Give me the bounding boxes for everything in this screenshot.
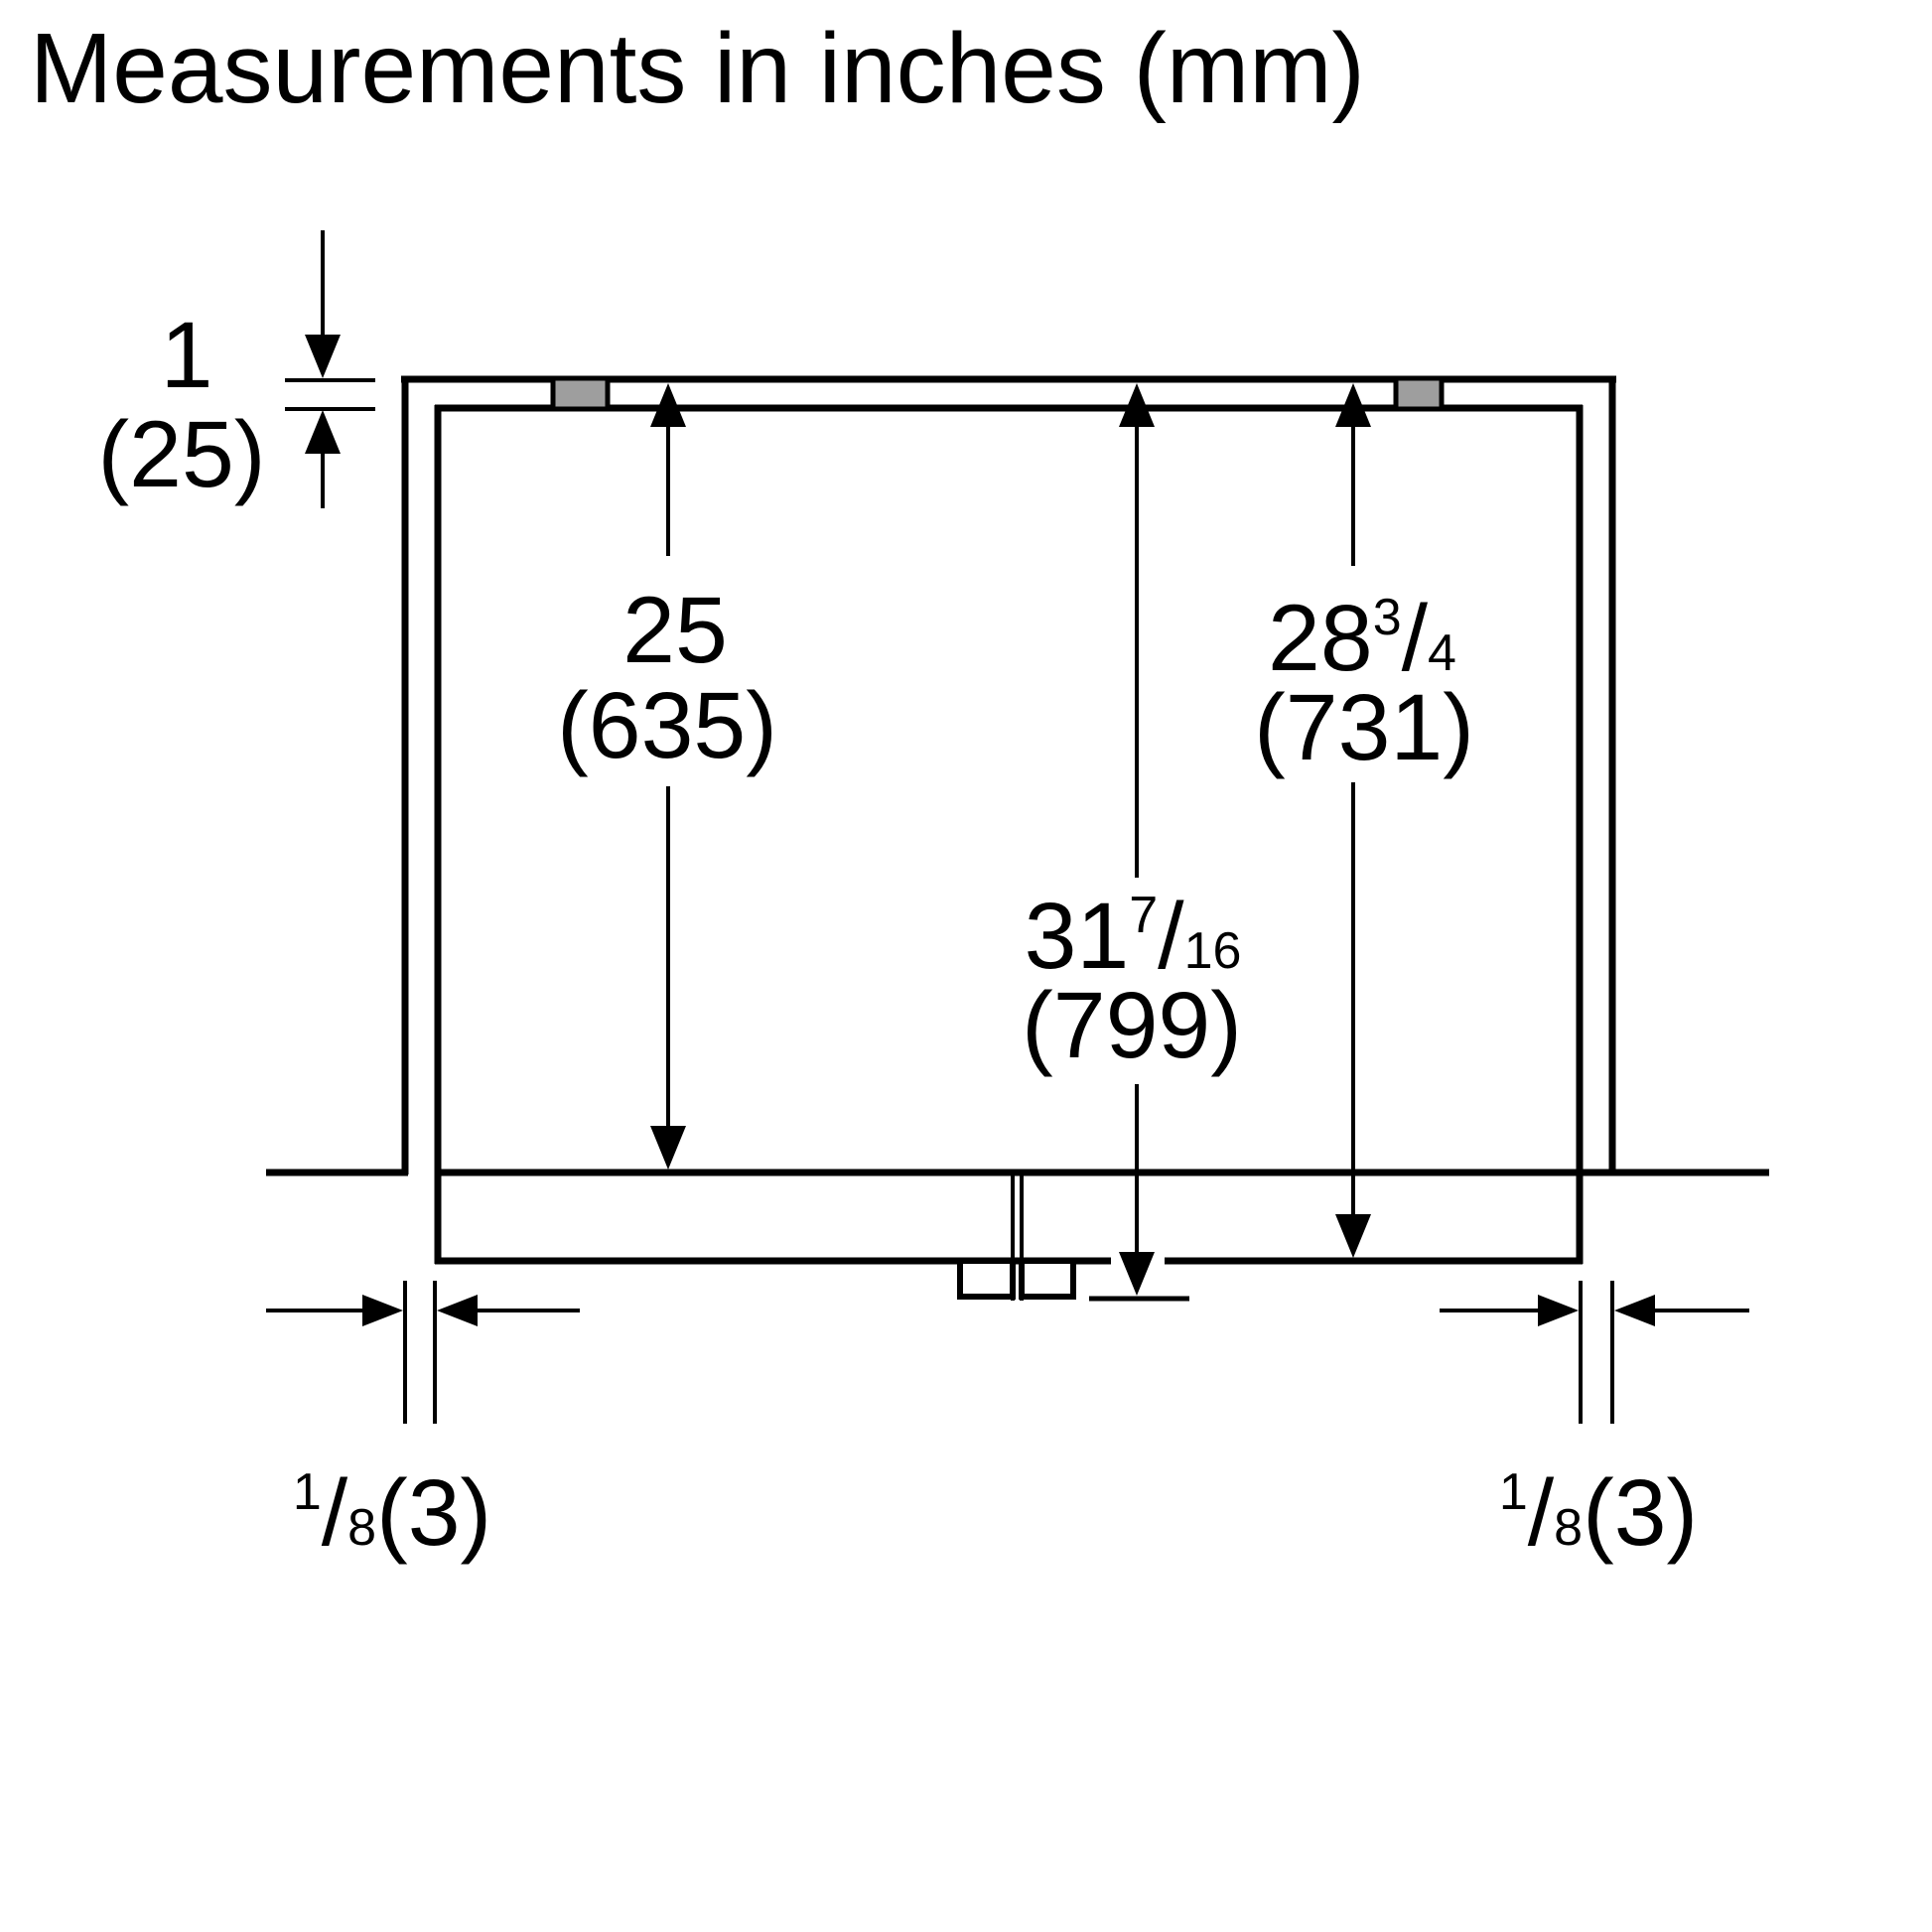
cabinet-depth-inches-label: 25 xyxy=(622,578,728,683)
right-door-handle xyxy=(1022,1261,1073,1297)
top-spacer-bracket-right xyxy=(1396,378,1442,409)
fraction-denominator: 8 xyxy=(347,1499,377,1557)
fraction-numerator: 1 xyxy=(292,1463,322,1521)
top-clearance-mm-label: (25) xyxy=(97,402,266,507)
mm-value: (3) xyxy=(1583,1460,1699,1566)
fraction-denominator: 16 xyxy=(1183,922,1242,980)
fraction-numerator: 3 xyxy=(1372,589,1402,646)
left-door-handle xyxy=(960,1261,1013,1297)
fraction-slash: / xyxy=(1527,1460,1555,1566)
fraction-numerator: 1 xyxy=(1498,1463,1528,1521)
fraction-denominator: 4 xyxy=(1428,624,1456,682)
cabinet-depth-mm-label: (635) xyxy=(557,673,777,778)
inches-whole: 28 xyxy=(1268,586,1373,691)
right-side-clearance-label xyxy=(1499,1460,1698,1566)
diagram-title: Measurements in inches (mm) xyxy=(30,13,1365,124)
fraction-slash: / xyxy=(1158,884,1184,989)
fraction-slash: / xyxy=(321,1460,348,1566)
fraction-slash: / xyxy=(1401,586,1429,691)
depth-with-doors-mm-label: (731) xyxy=(1254,675,1474,780)
top-clearance-inches-label: 1 xyxy=(160,303,213,408)
depth-with-handles-mm-label: (799) xyxy=(1022,973,1242,1078)
left-side-clearance-label xyxy=(293,1460,491,1566)
inches-whole: 31 xyxy=(1024,884,1130,989)
mm-value: (3) xyxy=(376,1460,492,1566)
fraction-denominator: 8 xyxy=(1554,1499,1584,1557)
top-spacer-bracket-left xyxy=(553,378,608,409)
fraction-numerator: 7 xyxy=(1129,887,1159,944)
